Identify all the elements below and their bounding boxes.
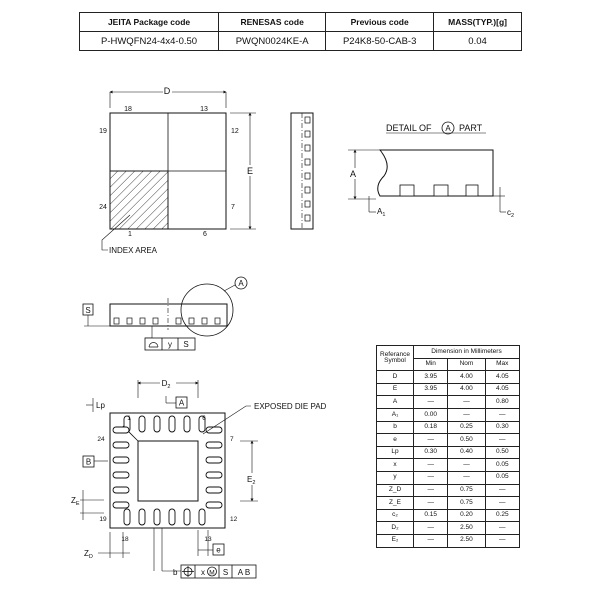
bottom-view	[71, 377, 327, 578]
side-view-horizontal	[83, 277, 247, 350]
dimension-cell-min: —	[414, 534, 448, 547]
dimension-cell-min: —	[414, 484, 448, 497]
detail-marker-letter: A	[445, 124, 451, 133]
pin-label-1: 1	[128, 231, 132, 238]
dimension-cell-min: —	[414, 434, 448, 447]
dimension-cell-symbol: x	[377, 459, 414, 472]
dimension-table-header	[377, 346, 520, 359]
bpin-label-24: 24	[97, 436, 105, 443]
pin-label-12: 12	[231, 128, 239, 135]
value-mass: 0.04	[434, 32, 522, 51]
dim-zd-label: $Z_D$	[84, 549, 93, 560]
terminal-pad	[124, 509, 130, 525]
terminal-pad	[113, 427, 129, 433]
bpin-label-1: 1	[127, 415, 131, 422]
bpin-label-6: 6	[202, 415, 206, 422]
pin-label-18: 18	[124, 106, 132, 113]
index-area-hatch	[110, 171, 168, 229]
dimension-cell-min: 3.95	[414, 383, 448, 396]
dimension-row	[377, 408, 520, 421]
terminal-pad	[169, 509, 175, 525]
dimension-cell-max: —	[485, 408, 519, 421]
header-renesas: RENESAS code	[219, 13, 326, 32]
dimension-row	[377, 459, 520, 472]
terminal-pad	[206, 487, 222, 493]
dimension-cell-max: 0.30	[485, 421, 519, 434]
value-previous: P24K8-50-CAB-3	[326, 32, 434, 51]
terminal-pad	[184, 509, 190, 525]
pin-label-6: 6	[203, 231, 207, 238]
dimension-cell-max: —	[485, 484, 519, 497]
side-view-vertical	[291, 113, 313, 229]
dimension-cell-max: —	[485, 497, 519, 510]
dimension-cell-min: —	[414, 471, 448, 484]
dimension-cell-max: —	[485, 534, 519, 547]
dimension-cell-nom: —	[448, 408, 485, 421]
pin-label-24: 24	[99, 204, 107, 211]
dimension-cell-nom: 0.20	[448, 509, 485, 522]
bpin-label-18: 18	[121, 536, 129, 543]
dimension-cell-max: 0.50	[485, 446, 519, 459]
detail-title-left: DETAIL OF	[386, 123, 432, 133]
terminal-pad	[184, 416, 190, 432]
dim-e-label: E	[246, 166, 254, 176]
datum-b-text: B	[85, 457, 92, 467]
dimension-cell-symbol: D₂	[377, 522, 414, 535]
dim-a-label: A	[349, 169, 357, 179]
terminal-pad	[154, 416, 160, 432]
dimension-cell-nom: 0.25	[448, 421, 485, 434]
terminal-pad	[199, 509, 205, 525]
dim-d-label: D	[163, 86, 171, 96]
header-mass: MASS(TYP.)[g]	[434, 13, 522, 32]
pin-label-7: 7	[231, 204, 235, 211]
dimension-cell-symbol: Lp	[377, 446, 414, 459]
flatness-datum-s: S	[183, 340, 189, 349]
terminal-pad	[139, 416, 145, 432]
terminal-pad	[154, 509, 160, 525]
terminal-pad	[206, 502, 222, 508]
col-min: Min	[414, 358, 448, 371]
dim-ze-label: $Z_E$	[71, 496, 80, 507]
terminal-pad	[169, 416, 175, 432]
dimension-row	[377, 396, 520, 409]
dimension-cell-symbol: b	[377, 421, 414, 434]
pads-top-row	[124, 416, 205, 432]
dimension-cell-min: 0.30	[414, 446, 448, 459]
terminal-pad	[206, 427, 222, 433]
flatness-tol-y: y	[168, 340, 172, 349]
dimension-cell-max: —	[485, 434, 519, 447]
dimension-row	[377, 471, 520, 484]
top-view	[99, 85, 256, 255]
dimension-cell-min: 0.18	[414, 421, 448, 434]
dimension-cell-min: —	[414, 497, 448, 510]
position-datum-ab: A B	[237, 568, 251, 577]
position-tol-x: x	[201, 568, 205, 577]
dimension-cell-symbol: D	[377, 371, 414, 384]
dimension-row	[377, 509, 520, 522]
dim-c2-label: $c_2$	[507, 208, 515, 219]
dimension-row	[377, 534, 520, 547]
dimension-cell-min: 0.00	[414, 408, 448, 421]
dimension-cell-symbol: Z_D	[377, 484, 414, 497]
dimension-cell-max: 4.05	[485, 371, 519, 384]
dimension-cell-min: —	[414, 396, 448, 409]
value-jeita: P-HWQFN24-4x4-0.50	[80, 32, 219, 51]
dimension-cell-min: —	[414, 522, 448, 535]
dimension-cell-nom: 0.75	[448, 497, 485, 510]
dimension-cell-min: 3.95	[414, 371, 448, 384]
header-previous: Previous code	[326, 13, 434, 32]
dimension-cell-symbol: y	[377, 471, 414, 484]
dimension-cell-max: 0.05	[485, 459, 519, 472]
dimension-row	[377, 497, 520, 510]
terminal-pad	[206, 472, 222, 478]
terminal-pad	[113, 502, 129, 508]
dimension-cell-nom: 0.40	[448, 446, 485, 459]
exposed-die-pad	[138, 441, 198, 501]
mmc-letter: M	[209, 569, 215, 577]
bpin-label-19: 19	[99, 516, 107, 523]
dimension-row	[377, 446, 520, 459]
dimension-cell-nom: 2.50	[448, 534, 485, 547]
position-datum-s: S	[222, 568, 229, 577]
exposed-die-pad-label: EXPOSED DIE PAD	[254, 402, 327, 411]
terminal-pad	[113, 487, 129, 493]
dim-e2-label: $E_2$	[247, 475, 256, 486]
dim-lp-label: Lp	[96, 401, 105, 410]
pin-label-13: 13	[200, 106, 208, 113]
dimension-row	[377, 484, 520, 497]
pads-left-col	[113, 427, 129, 508]
value-renesas: PWQN0024KE-A	[219, 32, 326, 51]
dimension-cell-nom: 4.00	[448, 371, 485, 384]
dimension-table	[376, 345, 520, 548]
dimension-cell-symbol: E₂	[377, 534, 414, 547]
col-nom: Nom	[448, 358, 485, 371]
dimension-cell-symbol: A₁	[377, 408, 414, 421]
dimension-row	[377, 522, 520, 535]
col-dim-header: Dimension in Millimeters	[414, 346, 520, 359]
pitch-e-text: e	[216, 545, 221, 555]
pin-label-19: 19	[99, 128, 107, 135]
dimension-cell-nom: —	[448, 471, 485, 484]
dimension-row	[377, 421, 520, 434]
dimension-cell-max: 0.05	[485, 471, 519, 484]
dimension-row	[377, 371, 520, 384]
dimension-cell-nom: —	[448, 396, 485, 409]
col-max: Max	[485, 358, 519, 371]
dimension-cell-symbol: E	[377, 383, 414, 396]
dimension-cell-nom: —	[448, 459, 485, 472]
col-ref-header: Referance Symbol	[377, 346, 414, 371]
dim-b-label: b	[173, 568, 178, 577]
dimension-cell-nom: 0.75	[448, 484, 485, 497]
dimension-cell-min: —	[414, 459, 448, 472]
dimension-cell-nom: 4.00	[448, 383, 485, 396]
detail-title-right: PART	[459, 123, 483, 133]
dimension-cell-nom: 2.50	[448, 522, 485, 535]
dimension-cell-symbol: A	[377, 396, 414, 409]
dim-d2-label: $D_2$	[161, 379, 171, 390]
dimension-cell-max: 4.05	[485, 383, 519, 396]
terminal-pad	[206, 442, 222, 448]
bpin-label-12: 12	[230, 516, 238, 523]
header-jeita: JEITA Package code	[80, 13, 219, 32]
terminal-pad	[113, 457, 129, 463]
dimension-row	[377, 434, 520, 447]
dimension-cell-nom: 0.50	[448, 434, 485, 447]
datum-s-label: S	[85, 306, 91, 315]
dimension-cell-symbol: Z_E	[377, 497, 414, 510]
datum-a-text: A	[178, 398, 185, 408]
dimension-cell-max: 0.80	[485, 396, 519, 409]
detail-a-part	[348, 122, 514, 219]
dimension-cell-min: 0.15	[414, 509, 448, 522]
terminal-pad	[113, 472, 129, 478]
pads-bottom-row	[124, 509, 205, 525]
index-area-label: INDEX AREA	[109, 246, 158, 255]
bpin-label-13: 13	[204, 536, 212, 543]
terminal-pad	[206, 457, 222, 463]
dimension-cell-symbol: e	[377, 434, 414, 447]
dimension-cell-max: 0.25	[485, 509, 519, 522]
bpin-label-7: 7	[230, 436, 234, 443]
terminal-pad	[139, 509, 145, 525]
terminal-pad	[113, 442, 129, 448]
detail-ref-letter: A	[238, 279, 244, 288]
dimension-cell-max: —	[485, 522, 519, 535]
dimension-row	[377, 383, 520, 396]
dim-a1-label: $A_1$	[377, 207, 386, 218]
dimension-cell-symbol: c₂	[377, 509, 414, 522]
pads-right-col	[206, 427, 222, 508]
